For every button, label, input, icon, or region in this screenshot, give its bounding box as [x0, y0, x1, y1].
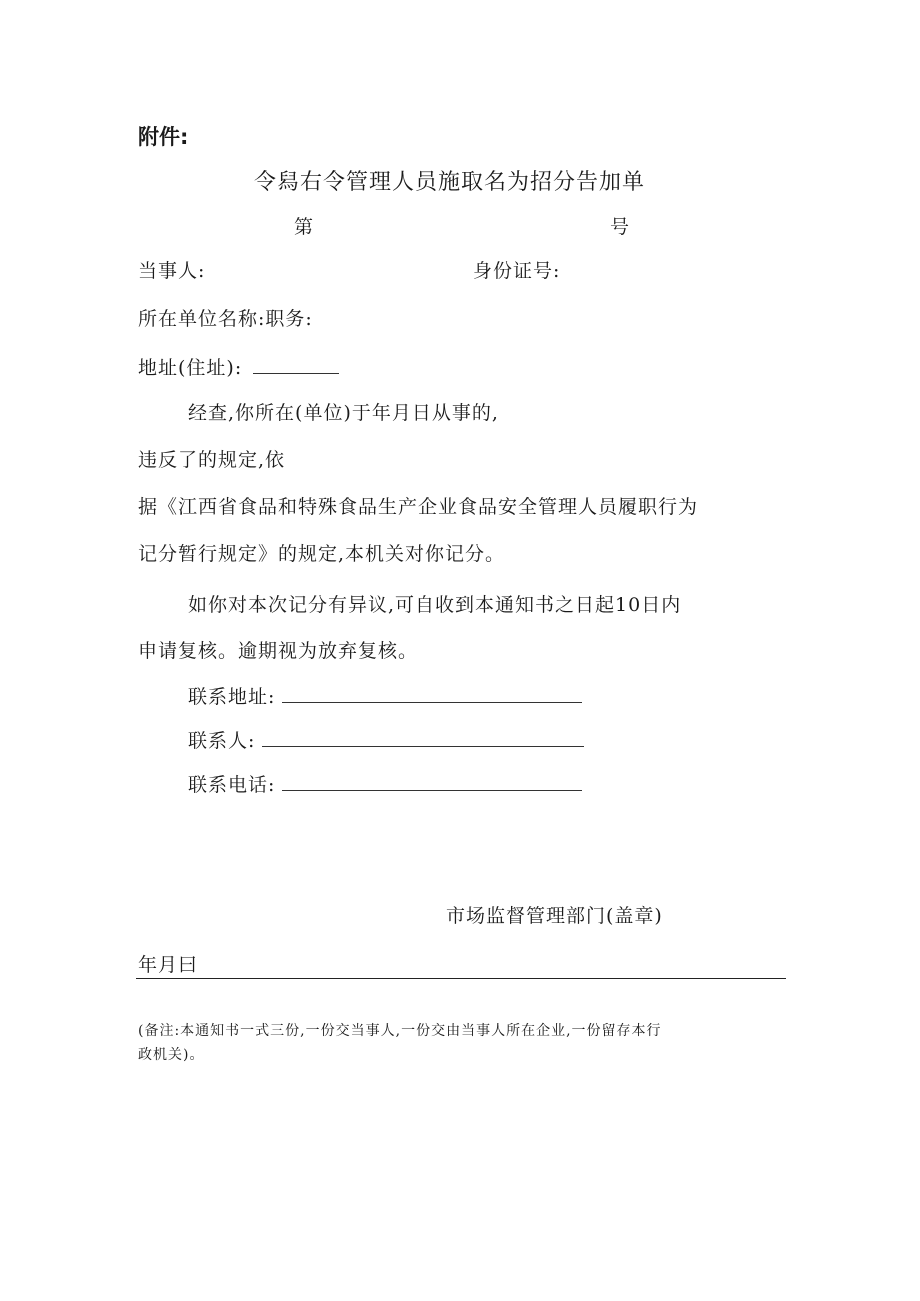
- body-line-2: 违反了的规定,依: [138, 449, 286, 471]
- address-field: [138, 357, 339, 378]
- contact-address-field: [188, 686, 582, 707]
- unit-name-label: 所在单位名称:: [138, 308, 266, 330]
- footnote-line-2: 政机关)。: [138, 1047, 205, 1063]
- body-line-1: 经查,你所在(单位)于年月日从事的,: [188, 402, 499, 424]
- contact-person-underline: [262, 730, 584, 747]
- department-seal-label: 市场监督管理部门(盖章): [446, 905, 663, 927]
- position-label: 职务:: [265, 308, 313, 330]
- number-prefix: 第: [294, 216, 315, 238]
- footnote-line-1: (备注:本通知书一式三份,一份交当事人,一份交由当事人所在企业,一份留存本行: [138, 1023, 662, 1039]
- number-suffix: 号: [610, 216, 631, 238]
- contact-address-underline: [282, 686, 582, 703]
- contact-phone-field: [188, 774, 582, 795]
- attachment-label: 附件:: [138, 125, 189, 149]
- body-line-6: 申请复核。逾期视为放弃复核。: [138, 640, 419, 662]
- contact-person-label: 联系人:: [188, 730, 256, 752]
- contact-phone-underline: [282, 774, 582, 791]
- body-line-5: 如你对本次记分有异议,可自收到本通知书之日起10日内: [188, 594, 682, 616]
- party-label: 当事人:: [138, 260, 206, 282]
- contact-phone-label: 联系电话:: [188, 774, 276, 796]
- footnote-divider: [136, 978, 786, 979]
- body-line-4: 记分暂行规定》的规定,本机关对你记分。: [138, 543, 506, 565]
- issue-date: 年月曰: [138, 954, 199, 976]
- body-line-3: 据《江西省食品和特殊食品生产企业食品安全管理人员履职行为: [138, 496, 699, 518]
- address-label: 地址(住址):: [138, 357, 243, 379]
- id-number-label: 身份证号:: [473, 260, 561, 282]
- address-underline: [253, 357, 339, 374]
- unit-name-field: [138, 310, 313, 329]
- document-title: 令舄右令管理人员施取名为招分告加单: [254, 170, 646, 195]
- contact-address-label: 联系地址:: [188, 686, 276, 708]
- contact-person-field: [188, 730, 584, 751]
